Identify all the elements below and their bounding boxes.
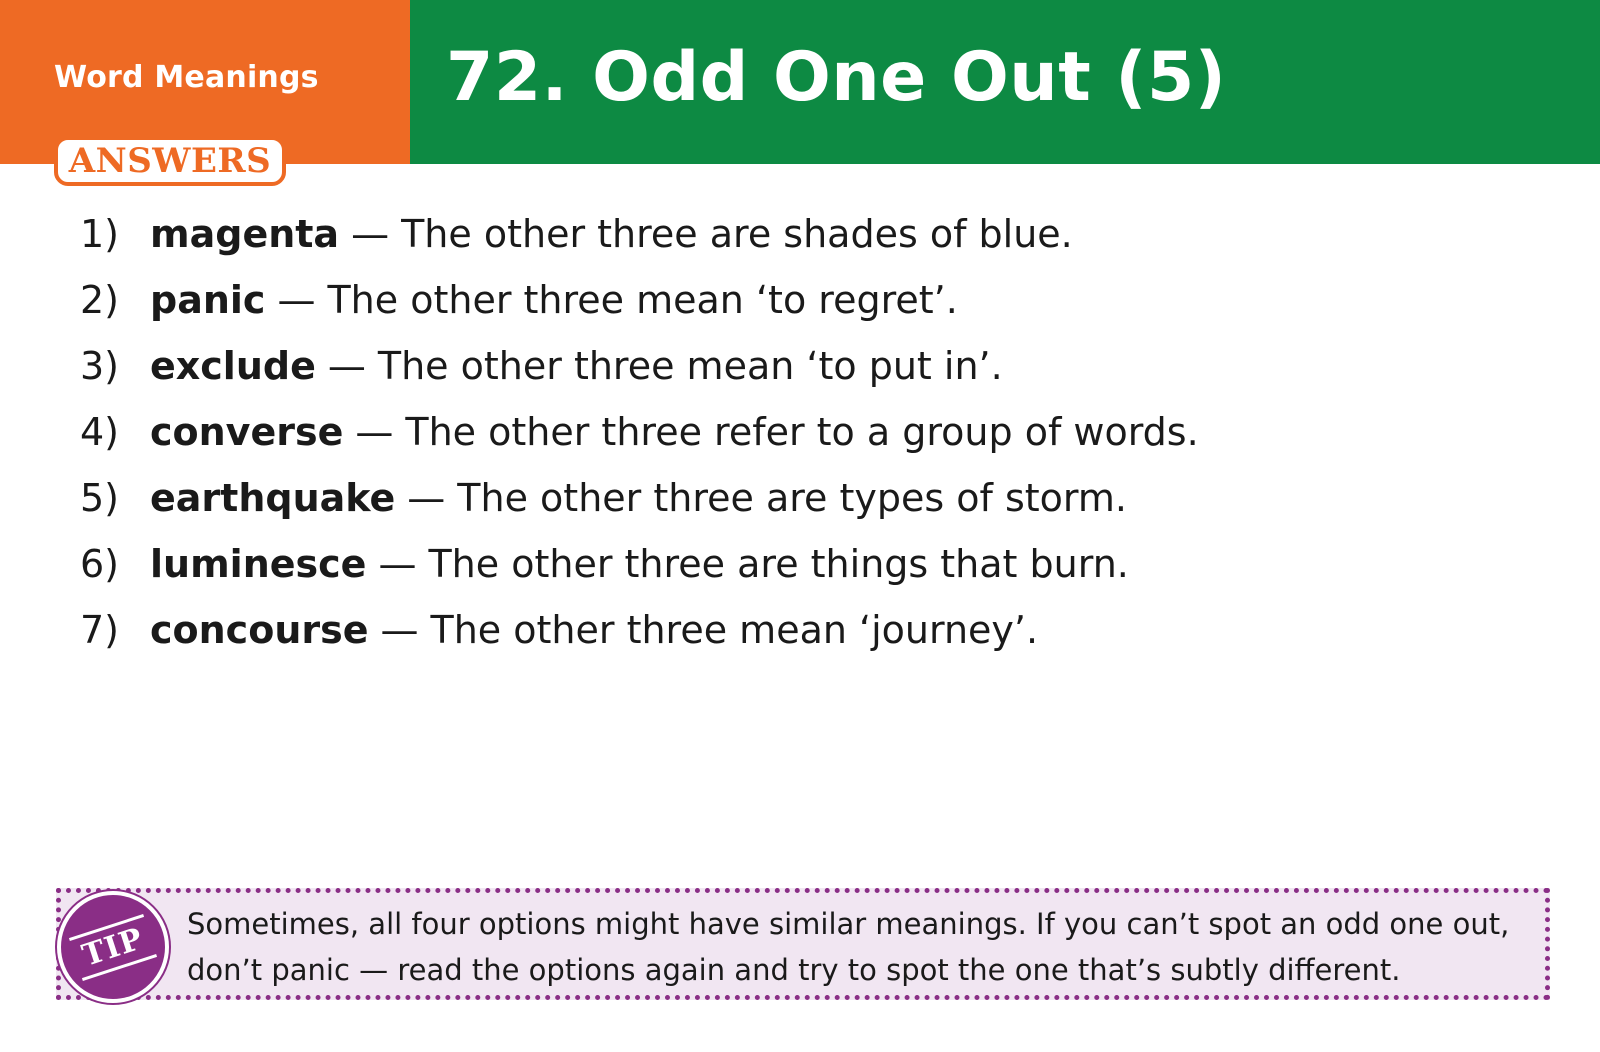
answer-item [80, 608, 1199, 674]
section-label: Word Meanings [54, 60, 319, 95]
tip-line: Sometimes, all four options might have similar meanings. If you can’t spot an odd one out, [187, 907, 1510, 941]
answer-separator: — [380, 608, 419, 652]
answer-item [80, 212, 1199, 278]
answer-number: 6) [80, 542, 120, 586]
answers-list [80, 212, 1199, 674]
answer-word: earthquake [150, 476, 396, 520]
answer-word: concourse [150, 608, 369, 652]
answer-explanation: The other three mean ‘to regret’. [327, 278, 958, 322]
answer-item [80, 542, 1199, 608]
answer-word: luminesce [150, 542, 367, 586]
answers-badge-label: ANSWERS [68, 141, 272, 181]
answer-number: 3) [80, 344, 120, 388]
tip-box [56, 888, 1550, 1000]
answer-number: 5) [80, 476, 120, 520]
tip-badge-label-frame [69, 914, 157, 981]
answer-explanation: The other three mean ‘journey’. [430, 608, 1039, 652]
answer-separator: — [407, 476, 446, 520]
answers-badge [54, 136, 286, 186]
answer-word: panic [150, 278, 266, 322]
answer-explanation: The other three are types of storm. [457, 476, 1127, 520]
answer-number: 1) [80, 212, 120, 256]
tip-line: don’t panic — read the options again and try to spot the one that’s subtly different. [187, 953, 1401, 987]
answer-explanation: The other three refer to a group of words. [405, 410, 1199, 454]
answer-word: converse [150, 410, 344, 454]
answer-number: 4) [80, 410, 120, 454]
tip-badge-label: TIP [78, 920, 148, 974]
tip-text [187, 901, 1527, 993]
answer-explanation: The other three are things that burn. [428, 542, 1129, 586]
answer-separator: — [378, 542, 417, 586]
answer-item [80, 344, 1199, 410]
answer-separator: — [277, 278, 316, 322]
answer-separator: — [355, 410, 394, 454]
answer-item [80, 410, 1199, 476]
page-title: 72. Odd One Out (5) [446, 38, 1227, 117]
answer-explanation: The other three are shades of blue. [401, 212, 1073, 256]
answer-word: exclude [150, 344, 316, 388]
answer-item [80, 476, 1199, 542]
title-banner [410, 0, 1600, 164]
answer-separator: — [327, 344, 366, 388]
answer-number: 7) [80, 608, 120, 652]
answer-explanation: The other three mean ‘to put in’. [377, 344, 1003, 388]
answer-word: magenta [150, 212, 340, 256]
answer-separator: — [351, 212, 390, 256]
answer-number: 2) [80, 278, 120, 322]
tip-badge-icon [57, 891, 169, 1003]
answer-item [80, 278, 1199, 344]
